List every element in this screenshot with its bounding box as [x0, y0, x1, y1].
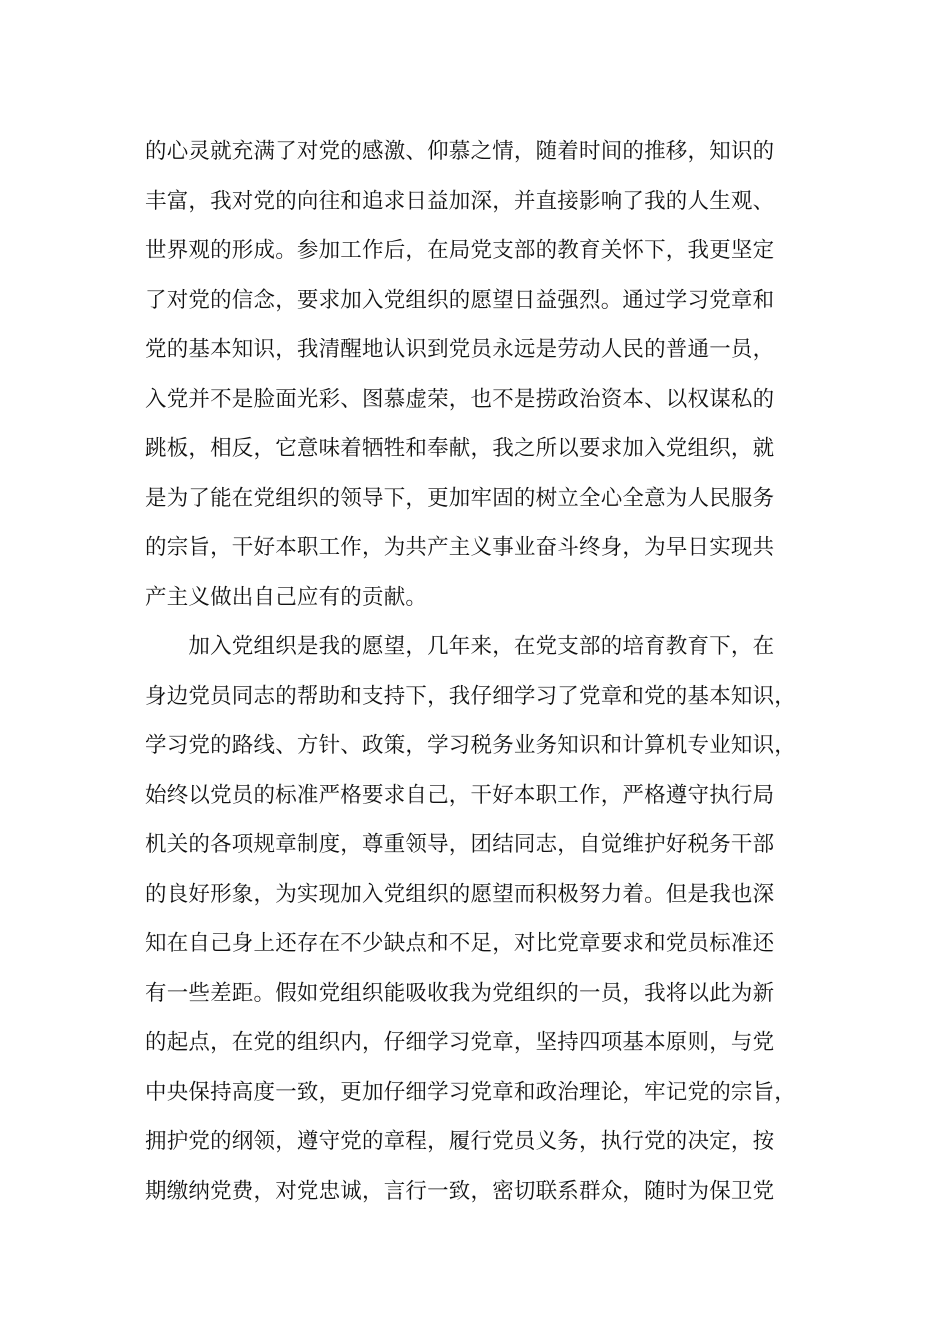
text-line: 世界观的形成。参加工作后，在局党支部的教育关怀下，我更坚定 — [145, 238, 775, 263]
text-line: 党的基本知识，我清醒地认识到党员永远是劳动人民的普通一员， — [145, 337, 775, 362]
paragraph-start-line: 加入党组织是我的愿望，几年来，在党支部的培育教育下，在 — [145, 634, 775, 659]
text-line: 了对党的信念，要求加入党组织的愿望日益强烈。通过学习党章和 — [145, 287, 775, 313]
text-line: 入党并不是脸面光彩、图慕虚荣，也不是捞政治资本、以权谋私的 — [145, 386, 775, 412]
text-line: 拥护党的纲领，遵守党的章程，履行党员义务，执行党的决定，按 — [145, 1129, 775, 1154]
text-line: 的起点，在党的组织内，仔细学习党章，坚持四项基本原则，与党 — [145, 1030, 775, 1055]
text-line: 丰富，我对党的向往和追求日益加深，并直接影响了我的人生观、 — [145, 188, 775, 214]
text-line: 始终以党员的标准严格要求自己，干好本职工作，严格遵守执行局 — [145, 782, 775, 808]
text-line: 机关的各项规章制度，尊重领导，团结同志，自觉维护好税务干部 — [145, 832, 775, 857]
text-line: 跳板，相反，它意味着牺牲和奉献，我之所以要求加入党组织，就 — [145, 436, 775, 461]
text-line: 知在自己身上还存在不少缺点和不足，对比党章要求和党员标准还 — [145, 931, 775, 956]
body-text — [145, 132, 825, 1221]
text-line: 期缴纳党费，对党忠诚，言行一致，密切联系群众，随时为保卫党 — [145, 1178, 775, 1204]
text-line: 有一些差距。假如党组织能吸收我为党组织的一员，我将以此为新 — [145, 980, 775, 1006]
text-line: 身边党员同志的帮助和支持下，我仔细学习了党章和党的基本知识， — [145, 683, 797, 709]
text-line: 学习党的路线、方针、政策，学习税务业务知识和计算机专业知识， — [145, 733, 797, 758]
text-line: 的心灵就充满了对党的感激、仰慕之情，随着时间的推移，知识的 — [145, 139, 775, 164]
text-line: 中央保持高度一致，更加仔细学习党章和政治理论，牢记党的宗旨， — [145, 1079, 797, 1105]
text-line: 的良好形象，为实现加入党组织的愿望而积极努力着。但是我也深 — [145, 881, 775, 907]
text-line: 的宗旨，干好本职工作，为共产主义事业奋斗终身，为早日实现共 — [145, 535, 775, 560]
text-line: 是为了能在党组织的领导下，更加牢固的树立全心全意为人民服务 — [145, 485, 775, 511]
text-line: 产主义做出自己应有的贡献。 — [145, 584, 428, 610]
